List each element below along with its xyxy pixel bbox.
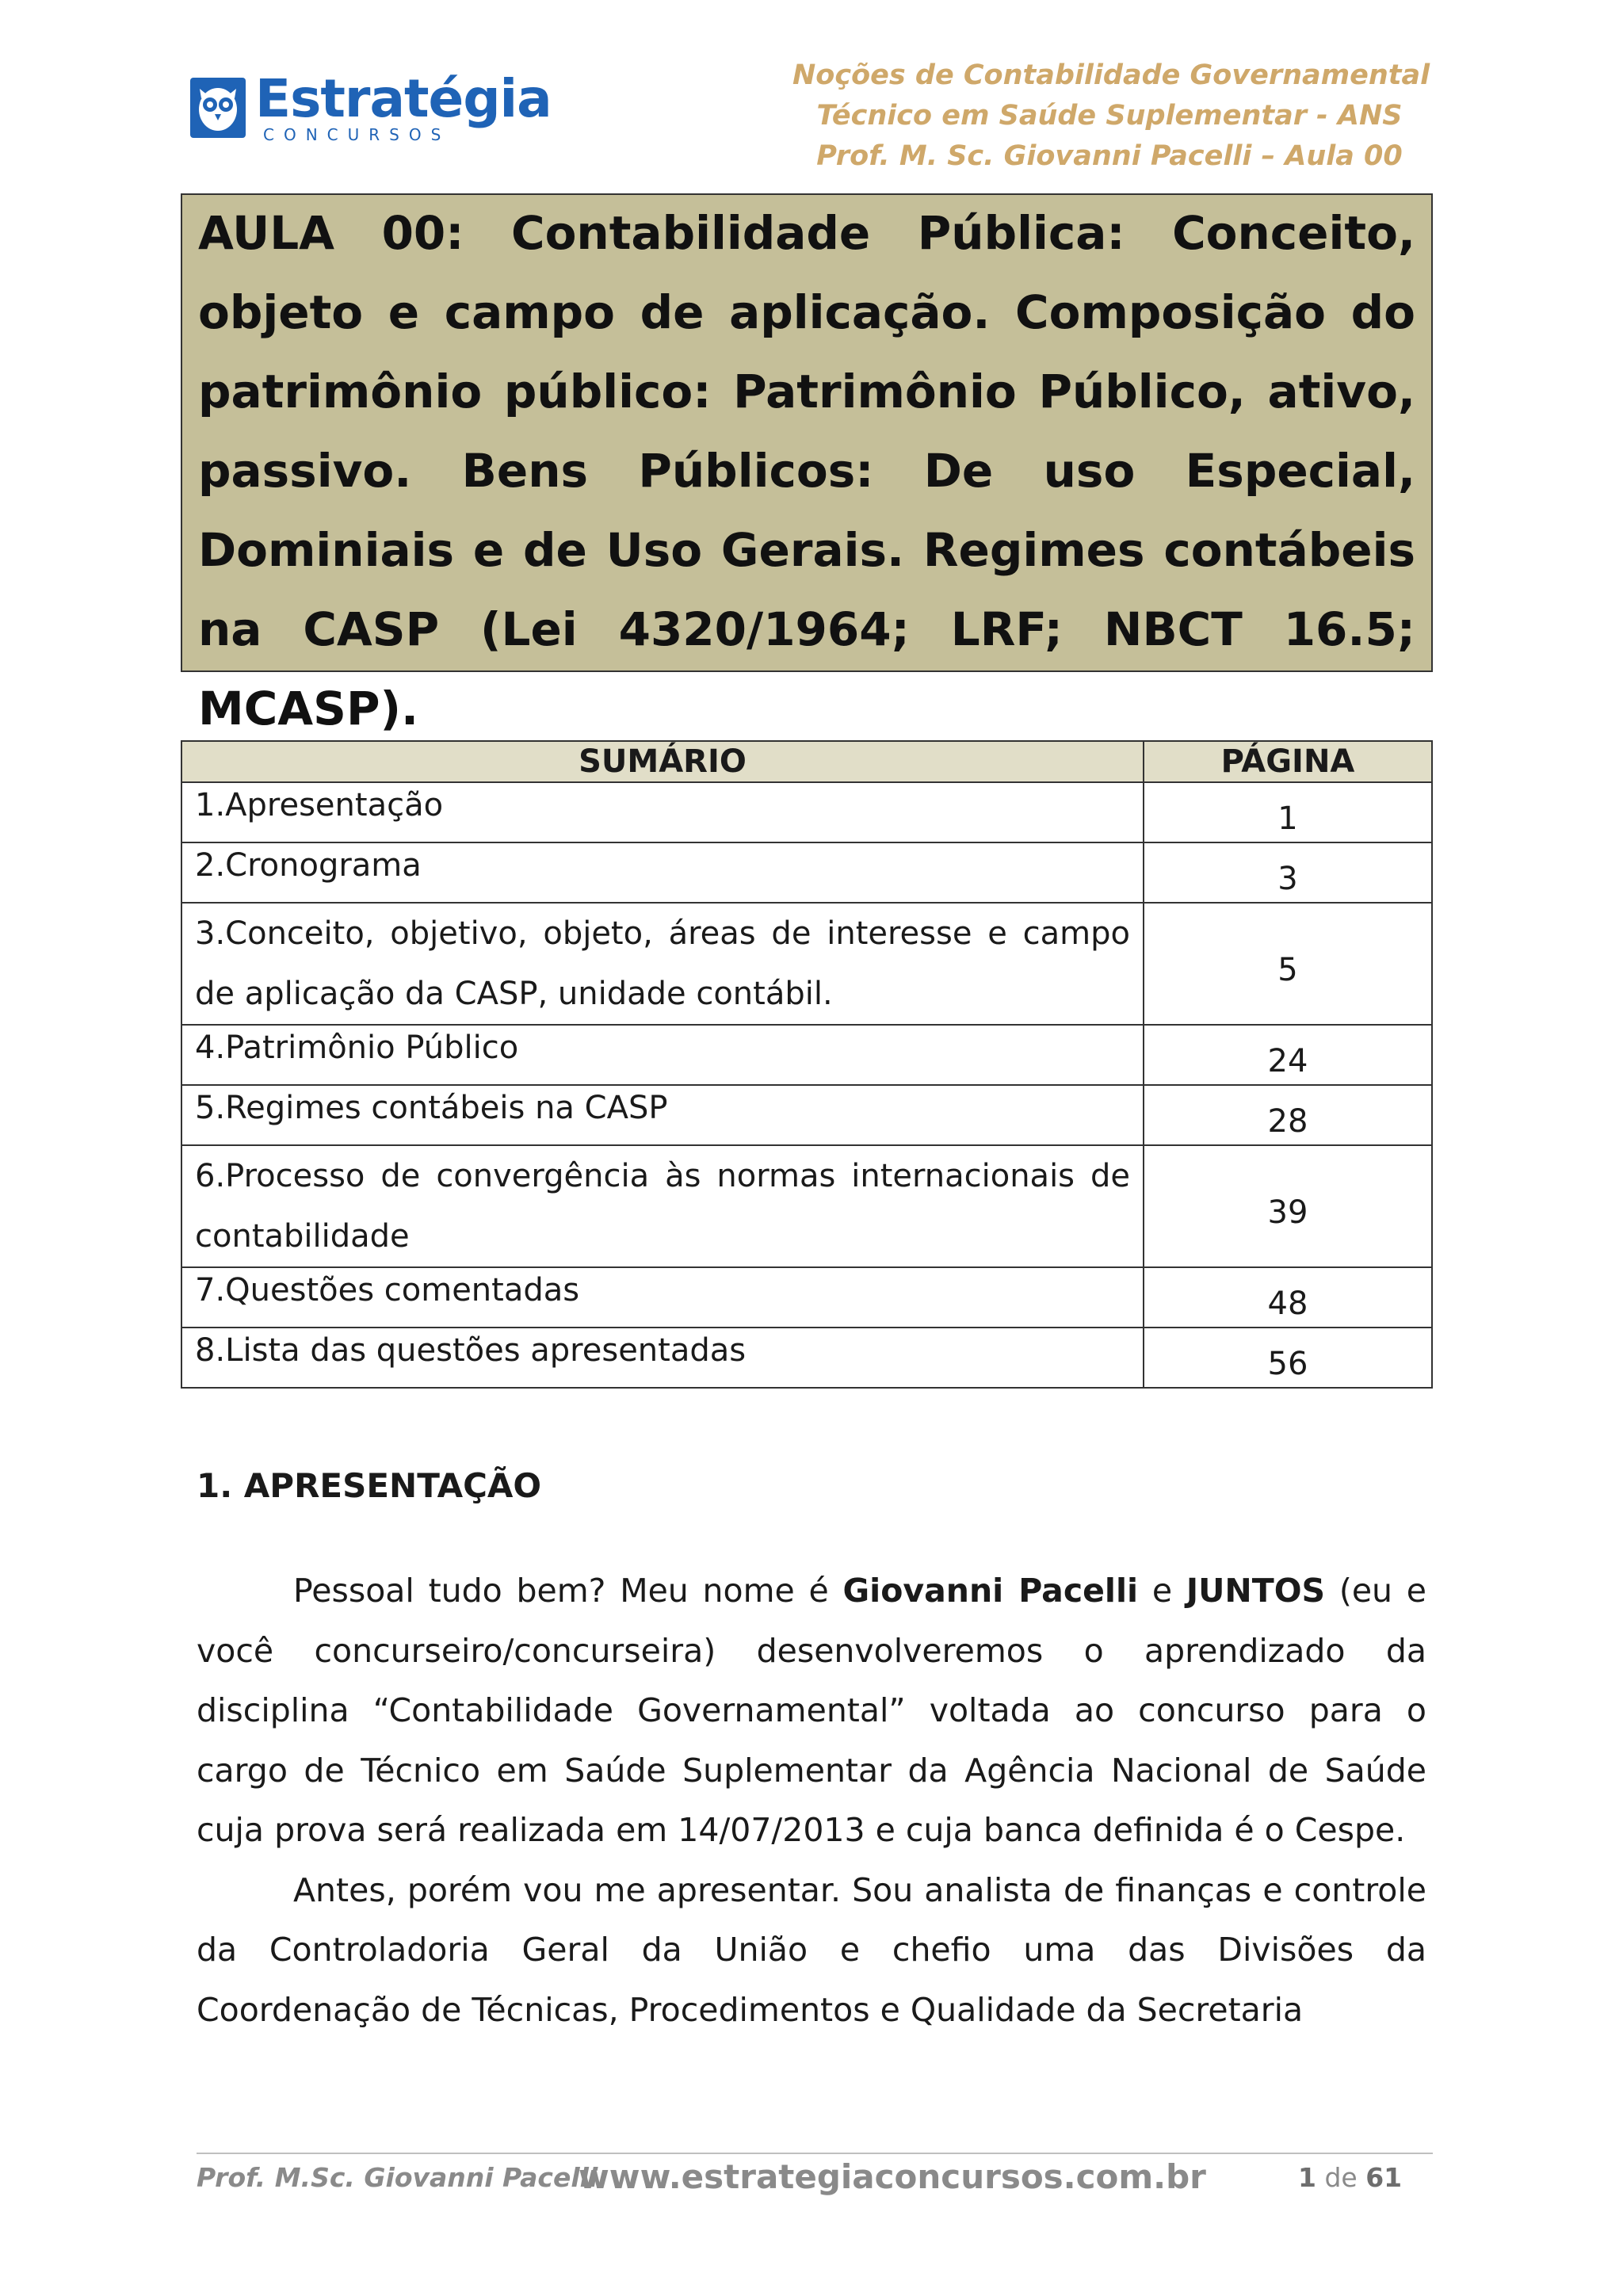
table-row xyxy=(181,1145,1432,1267)
page-column-header: PÁGINA xyxy=(1144,741,1432,782)
summary-page: 24 xyxy=(1144,1025,1432,1085)
document-header xyxy=(792,55,1430,177)
paragraph: Antes, porém vou me apresentar. Sou analista de finanças e controle da Controladoria Geral da União e chefio uma das Divisões da Coordenação de Técnicas, Procedimentos e Qualidade da Secretaria xyxy=(197,1870,1426,2029)
lesson-title: AULA 00: Contabilidade Pública: Conceito, objeto e campo de aplicação. Composição do patrimônio público: Patrimônio Público, ativo, passivo. Bens Públicos: De uso Especial, Dominiais e de Uso Gerais. Regimes contábeis na CASP (Lei 4320/1964; LRF; NBCT 16.5; MCASP). xyxy=(198,206,1415,735)
header-line-position: Técnico em Saúde Suplementar - ANS xyxy=(816,100,1403,132)
text-run: Pessoal tudo bem? Meu nome é xyxy=(293,1572,843,1610)
summary-item: 4.Patrimônio Público xyxy=(181,1025,1144,1085)
summary-page: 39 xyxy=(1144,1145,1432,1267)
summary-header-row xyxy=(181,741,1432,782)
footer-divider xyxy=(197,2153,1433,2154)
summary-item: 3.Conceito, objetivo, objeto, áreas de interesse e campo de aplicação da CASP, unidade contábil. xyxy=(181,903,1144,1025)
summary-page: 56 xyxy=(1144,1328,1432,1388)
summary-page: 5 xyxy=(1144,903,1432,1025)
summary-table xyxy=(181,740,1433,1389)
summary-item: 7.Questões comentadas xyxy=(181,1267,1144,1328)
paragraph xyxy=(197,1561,1426,1861)
section-body xyxy=(197,1561,1426,2040)
summary-page: 48 xyxy=(1144,1267,1432,1328)
summary-item: 8.Lista das questões apresentadas xyxy=(181,1328,1144,1388)
page-current: 1 xyxy=(1298,2162,1316,2193)
table-row xyxy=(181,1328,1432,1388)
owl-icon xyxy=(190,78,246,138)
section-heading: 1. APRESENTAÇÃO xyxy=(197,1466,542,1505)
emphasis-text: JUNTOS xyxy=(1186,1572,1326,1610)
lesson-title-box xyxy=(181,193,1433,735)
summary-item: 1.Apresentação xyxy=(181,782,1144,842)
header-line-professor: Prof. M. Sc. Giovanni Pacelli – Aula 00 xyxy=(816,140,1403,172)
text-run: (eu e você concurseiro/concurseira) desenvolveremos o aprendizado da disciplina “Contabilidade Governamental” voltada ao concurso para o cargo de Técnico em Saúde Suplementar da Agência Nacional de Saúde cuja prova será realizada em 14/07/2013 e cuja banca definida é o Cespe. xyxy=(197,1572,1427,1849)
table-row xyxy=(181,1025,1432,1085)
summary-page: 1 xyxy=(1144,782,1432,842)
text-run: e xyxy=(1138,1572,1186,1610)
table-row xyxy=(181,782,1432,842)
table-row xyxy=(181,842,1432,903)
summary-item: 6.Processo de convergência às normas internacionais de contabilidade xyxy=(181,1145,1144,1267)
footer-author: Prof. M.Sc. Giovanni Pacelli xyxy=(197,2162,598,2193)
page-of-text: de xyxy=(1316,2162,1366,2193)
author-name: Giovanni Pacelli xyxy=(842,1572,1139,1610)
summary-column-header: SUMÁRIO xyxy=(181,741,1144,782)
logo-text: Estratégia xyxy=(255,68,552,129)
header-line-course: Noções de Contabilidade Governamental xyxy=(792,59,1430,91)
summary-page: 3 xyxy=(1144,842,1432,903)
logo-subtext: CONCURSOS xyxy=(263,125,451,144)
table-row xyxy=(181,1085,1432,1145)
table-row xyxy=(181,1267,1432,1328)
summary-item: 5.Regimes contábeis na CASP xyxy=(181,1085,1144,1145)
page-total: 61 xyxy=(1365,2162,1403,2193)
summary-page: 28 xyxy=(1144,1085,1432,1145)
footer-website-link[interactable]: www.estrategiaconcursos.com.br xyxy=(579,2157,1206,2196)
page-counter xyxy=(1298,2162,1402,2193)
table-row xyxy=(181,903,1432,1025)
brand-logo xyxy=(190,68,552,144)
summary-item: 2.Cronograma xyxy=(181,842,1144,903)
